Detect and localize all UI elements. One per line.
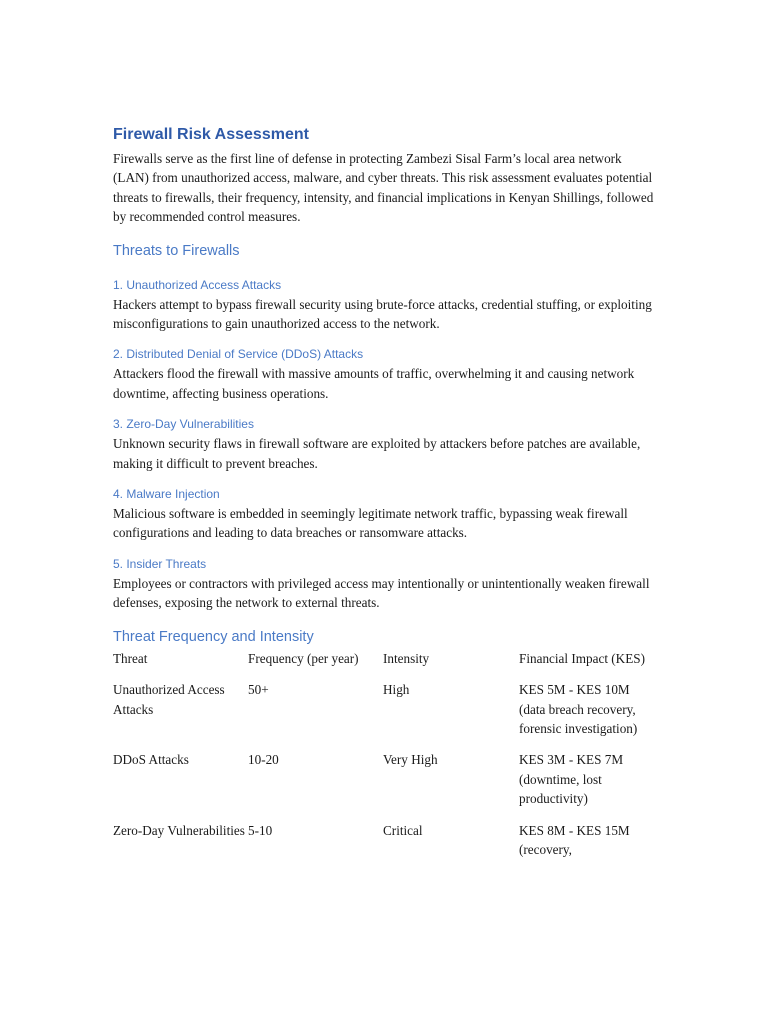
threats-heading: Threats to Firewalls (113, 242, 240, 259)
table-cell: Very High (383, 752, 438, 768)
table-cell: Zero-Day Vulnerabilities (113, 822, 245, 838)
table-header-cell: Financial Impact (KES) (519, 650, 645, 666)
table-cell: KES 3M - KES 7M (downtime, lost productivity) (519, 752, 624, 807)
threat-heading: 1. Unauthorized Access Attacks (113, 277, 282, 292)
table-cell: DDoS Attacks (113, 752, 189, 768)
threat-section (113, 346, 658, 403)
table-cell: KES 5M - KES 10M (data breach recovery, forensic investigation) (519, 682, 638, 736)
table-header-cell: Intensity (383, 650, 430, 666)
threat-description: Hackers attempt to bypass firewall security using brute-force attacks, credential stuffing, or exploiting misconfigurations to gain unauthorized access to the network. (113, 296, 652, 332)
table-row (113, 809, 658, 860)
table-cell: KES 8M - KES 15M (recovery, (519, 822, 630, 857)
table-row (113, 738, 658, 808)
threat-heading: 4. Malware Injection (113, 487, 220, 502)
threat-description: Unknown security flaws in firewall software are exploited by attackers before patches are available, making it difficult to prevent breaches. (113, 436, 641, 471)
table-cell: Unauthorized Access Attacks (113, 682, 225, 717)
threat-heading: 5. Insider Threats (113, 556, 207, 571)
intro-paragraph: Firewalls serve as the first line of defense in protecting Zambezi Sisal Farm’s local area network (LAN) from unauthorized access, malware, and cyber threats. This risk assessment evaluates potential threats to firewalls, their frequency, intensity, and financial implications in Kenyan Shillings, followed by recommended control measures. (113, 151, 654, 225)
table-heading: Threat Frequency and Intensity (113, 628, 314, 645)
document-title: Firewall Risk Assessment (113, 126, 309, 143)
threat-section (113, 416, 658, 473)
threat-section (113, 556, 658, 613)
table-cell: 5-10 (248, 822, 273, 838)
table-cell: 50+ (248, 682, 269, 698)
document-page (113, 125, 658, 859)
threat-description: Employees or contractors with privileged access may intentionally or unintentionally weaken firewall defenses, exposing the network to external threats. (113, 575, 650, 611)
threat-description: Attackers flood the firewall with massive amounts of traffic, overwhelming it and causing network downtime, affecting business operations. (113, 366, 635, 401)
table-cell: High (383, 682, 410, 698)
threat-section (113, 277, 658, 334)
threat-description: Malicious software is embedded in seemingly legitimate network traffic, bypassing weak firewall configurations and leading to data breaches or ransomware attacks. (113, 506, 628, 541)
threat-table (113, 649, 658, 860)
table-header-cell: Frequency (per year) (248, 650, 359, 666)
table-cell: Critical (383, 822, 423, 838)
table-header-cell: Threat (113, 650, 148, 666)
table-cell: 10-20 (248, 752, 279, 768)
threat-heading: 3. Zero-Day Vulnerabilities (113, 417, 254, 432)
table-row (113, 668, 658, 738)
threat-heading: 2. Distributed Denial of Service (DDoS) Attacks (113, 347, 364, 362)
table-header-row (113, 649, 658, 668)
threat-section (113, 486, 658, 543)
